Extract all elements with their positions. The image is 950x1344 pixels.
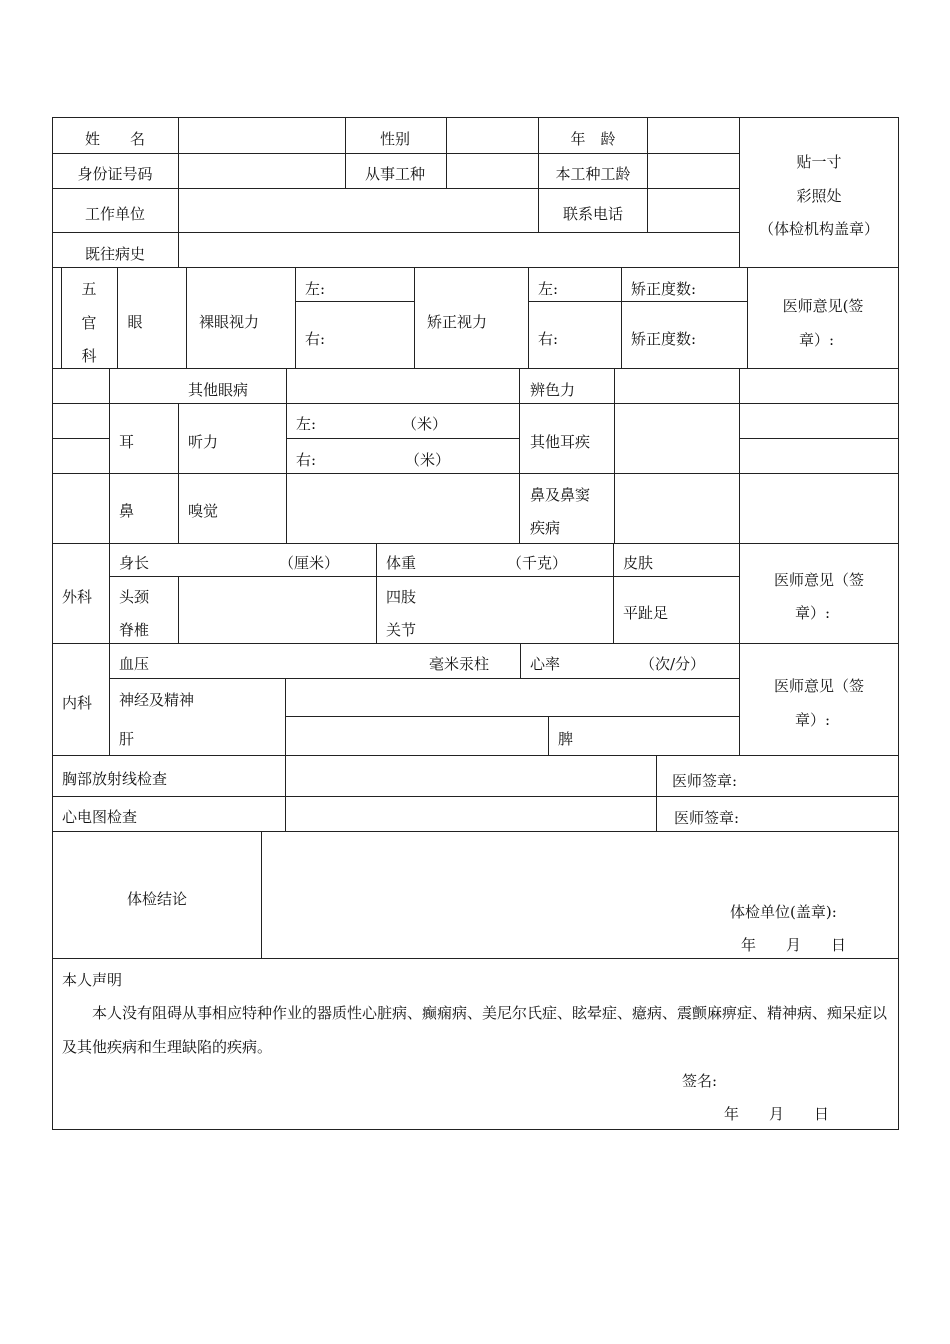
height-label: 身长 — [119, 554, 150, 572]
correction-degree-right: 矫正度数: — [631, 330, 697, 348]
phone-label: 联系电话 — [562, 205, 624, 223]
neuro-label: 神经及精神 — [119, 691, 195, 709]
naked-left-label: 左: — [305, 280, 326, 298]
ear-label: 耳 — [119, 433, 135, 451]
ecg-label: 心电图检查 — [62, 808, 138, 826]
hearing-right-unit: （米） — [405, 451, 451, 469]
heart-rate-label: 心率 — [530, 655, 561, 673]
smell-label: 嗅觉 — [188, 502, 219, 520]
employer-label: 工作单位 — [84, 205, 146, 223]
weight-unit: （千克） — [507, 554, 568, 572]
xray-doctor-sign-label: 医师签章: — [672, 772, 738, 790]
blood-pressure-label: 血压 — [119, 655, 150, 673]
gender-label: 性别 — [379, 130, 411, 148]
weight-label: 体重 — [386, 554, 417, 572]
conclusion-date: 年 月 日 — [741, 936, 847, 954]
dept-facial-3: 科 — [81, 347, 97, 365]
hearing-left-unit: （米） — [402, 415, 448, 433]
eye-doctor-opinion-2: 章）: — [799, 331, 835, 349]
liver-label: 肝 — [119, 730, 135, 748]
sinus-label-1: 鼻及鼻窦 — [530, 486, 591, 504]
hearing-label: 听力 — [188, 433, 219, 451]
corrected-vision-label: 矫正视力 — [426, 313, 488, 331]
name-label: 姓 名 — [84, 130, 146, 148]
head-neck-label: 头颈 — [119, 588, 150, 606]
blood-pressure-unit: 毫米汞柱 — [429, 655, 490, 673]
internal-doctor-opinion-1: 医师意见（签 — [773, 677, 865, 695]
eye-label: 眼 — [127, 313, 143, 331]
photo-line-2: 彩照处 — [796, 187, 842, 205]
heart-rate-unit: （次/分） — [640, 655, 706, 673]
declaration-sign-label: 签名: — [682, 1072, 718, 1090]
naked-right-label: 右: — [305, 330, 326, 348]
conclusion-label: 体检结论 — [126, 890, 188, 908]
nose-label: 鼻 — [119, 502, 135, 520]
internal-doctor-opinion-2: 章）: — [795, 711, 831, 729]
corrected-right-label: 右: — [538, 330, 559, 348]
surgery-doctor-opinion-2: 章）: — [795, 604, 831, 622]
hearing-left-label: 左: — [296, 415, 317, 433]
id-number-label: 身份证号码 — [77, 165, 153, 183]
dept-facial-1: 五 — [81, 280, 97, 298]
chest-xray-label: 胸部放射线检查 — [62, 770, 168, 788]
declaration-date: 年 月 日 — [724, 1105, 830, 1123]
other-ear-label: 其他耳疾 — [530, 433, 591, 451]
skin-label: 皮肤 — [623, 554, 654, 572]
ecg-doctor-sign-label: 医师签章: — [674, 809, 740, 827]
corrected-left-label: 左: — [538, 280, 559, 298]
limbs-label: 四肢 — [386, 588, 417, 606]
surgery-doctor-opinion-1: 医师意见（签 — [773, 571, 865, 589]
spleen-label: 脾 — [558, 730, 574, 748]
medical-history-label: 既往病史 — [84, 245, 146, 263]
dept-surgery: 外科 — [62, 588, 93, 606]
spine-label: 脊椎 — [119, 621, 150, 639]
age-label: 年 龄 — [570, 130, 616, 148]
sinus-label-2: 疾病 — [530, 519, 561, 537]
job-type-label: 从事工种 — [364, 165, 426, 183]
dept-facial-2: 官 — [81, 314, 97, 332]
correction-degree-left: 矫正度数: — [631, 280, 697, 298]
declaration-body: 本人没有阻碍从事相应特种作业的器质性心脏病、癫痫病、美尼尔氏症、眩晕症、癔病、震颤麻痹症、精神病、痴呆症以及其他疾病和生理缺陷的疾病。 — [62, 1004, 888, 1056]
color-vision-label: 辨色力 — [530, 381, 576, 399]
hearing-right-label: 右: — [296, 451, 317, 469]
other-eye-label: 其他眼病 — [188, 381, 249, 399]
job-years-label: 本工种工龄 — [555, 165, 631, 183]
exam-unit-stamp-label: 体检单位(盖章): — [730, 903, 837, 921]
eye-doctor-opinion-1: 医师意见(签 — [782, 297, 864, 315]
dept-internal: 内科 — [62, 694, 93, 712]
joints-label: 关节 — [386, 621, 417, 639]
declaration-title: 本人声明 — [62, 971, 123, 989]
flat-foot-label: 平趾足 — [623, 604, 669, 622]
photo-line-3: （体检机构盖章） — [758, 220, 880, 238]
height-unit: （厘米） — [279, 554, 340, 572]
naked-vision-label: 裸眼视力 — [198, 313, 260, 331]
photo-line-1: 贴一寸 — [796, 153, 842, 171]
